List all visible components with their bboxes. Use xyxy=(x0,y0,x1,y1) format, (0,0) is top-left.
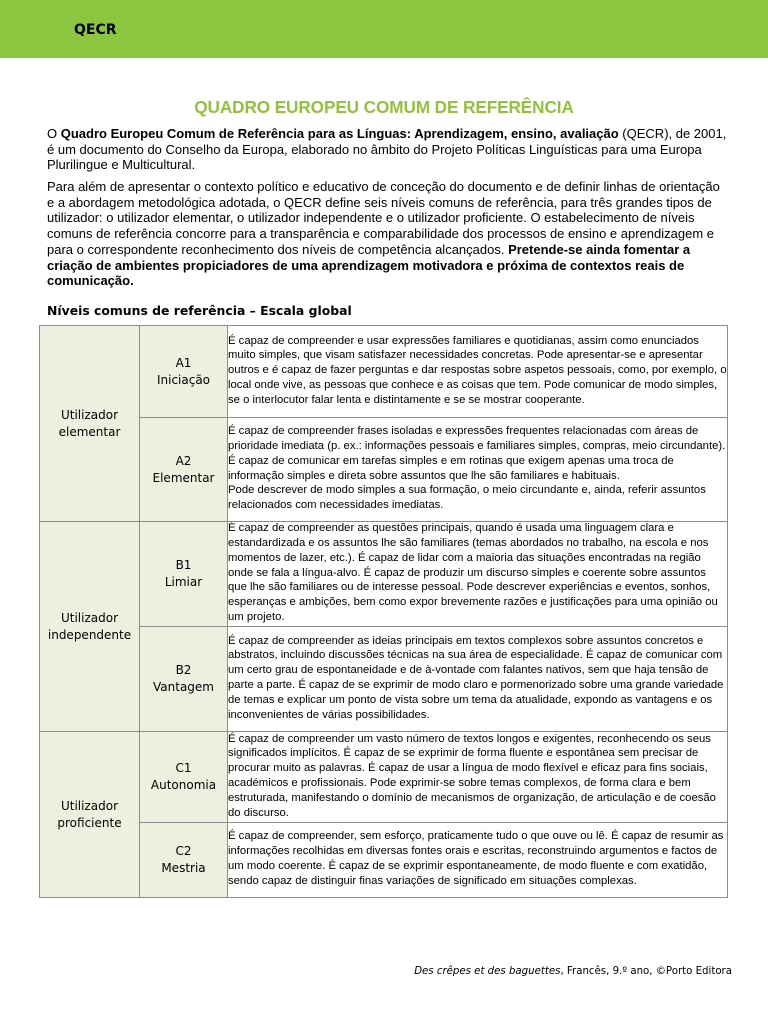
level-cell xyxy=(140,418,228,522)
level-description xyxy=(228,326,728,418)
level-description xyxy=(228,627,728,732)
level-code: C2 xyxy=(175,844,192,858)
user-type-cell: Utilizador elementar xyxy=(40,326,140,522)
level-cell xyxy=(140,326,228,418)
intro-p2-bold: Pretende-se ainda fomentar a criação de ambientes propiciadores de uma aprendizagem motivadora e próxima de contextos reais de comunicação. xyxy=(47,241,691,289)
level-name: Vantagem xyxy=(153,680,214,694)
level-cell xyxy=(140,732,228,823)
level-code: A1 xyxy=(175,355,192,370)
level-description-text: É capaz de compreender as questões principais, quando é usada uma linguagem clara e estandardizada e os assuntos lhe são familiares (temas abordados no trabalho, na escola e nos momentos de lazer, etc.). É capaz de lidar com a maioria das situações encontradas na região onde se fala a língua-alvo. É capaz de produzir um discurso simples e coerente sobre assuntos que lhe são familiares ou de interesse pessoal. Pode descrever experiências e eventos, sonhos, esperanças e ambições, bem como expor brevemente razões e justificações para uma opinião ou um projeto. xyxy=(228,522,718,623)
intro-p2-text: Para além de apresentar o contexto político e educativo de conceção do documento e de definir linhas de orientação e a abordagem metodológica adotada, o QECR define seis níveis comuns de referência, para três grandes tipos de utilizador: o utilizador elementar, o utilizador independente e o utilizador proficiente. O estabelecimento de níveis comuns de referência concorre para a transparência e comparabilidade dos processos de ensino e aprendizagem e para o correspondente reconhecimento dos níveis de competência alcançados. xyxy=(47,179,720,257)
page-title: QUADRO EUROPEU COMUM DE REFERÊNCIA xyxy=(194,97,574,117)
level-description xyxy=(228,522,728,627)
level-name: Iniciação xyxy=(156,372,211,387)
level-name: Mestria xyxy=(161,861,206,875)
levels-table xyxy=(39,325,728,898)
table-row xyxy=(40,823,728,898)
table-row xyxy=(40,627,728,732)
user-type-cell: Utilizador proficiente xyxy=(40,732,140,898)
intro-paragraph-1 xyxy=(47,126,727,173)
intro-p1-lead: O xyxy=(47,126,61,141)
footer-book-title: Des crêpes et des baguettes xyxy=(414,966,561,977)
level-code: A2 xyxy=(175,453,192,468)
intro-p1-bold: Quadro Europeu Comum de Referência para as Línguas: Aprendizagem, ensino, avaliação xyxy=(60,126,619,141)
user-type-cell: Utilizador independente xyxy=(40,522,140,732)
level-code: B2 xyxy=(175,663,192,677)
table-row xyxy=(40,522,728,627)
level-cell xyxy=(140,522,228,627)
level-name: Elementar xyxy=(152,470,215,485)
level-code: C1 xyxy=(175,761,192,775)
level-description-text: É capaz de compreender um vasto número de textos longos e exigentes, reconhecendo os seus significados implícitos. É capaz de se exprimir de forma fluente e espontânea sem precisar de procurar muito as palavras. É capaz de usar a língua de modo flexível e eficaz para fins sociais, académicos e profissionais. Pode exprimir-se sobre temas complexos, de forma clara e bem estruturada, manifestando o domínio de mecanismos de organização, de articulação e de coesão do discurso. xyxy=(228,732,716,819)
table-row xyxy=(40,418,728,522)
level-description-text: É capaz de compreender, sem esforço, praticamente tudo o que ouve ou lê. É capaz de resumir as informações recolhidas em diversas fontes orais e escritas, reconstruindo argumentos e factos de um modo coerente. É capaz de se exprimir espontaneamente, de modo fluente e com exatidão, sendo capaz de distinguir finas variações de significado em situações complexas. xyxy=(228,830,724,887)
section-heading: Níveis comuns de referência – Escala global xyxy=(47,303,352,318)
level-description xyxy=(228,418,728,522)
level-description-text: É capaz de compreender e usar expressões familiares e quotidianas, assim como enunciados muito simples, que visam satisfazer necessidades concretas. Pode apresentar-se e apresentar outros e é capaz de fazer perguntas e dar respostas sobre aspetos pessoais, como, por exemplo, o local onde vive, as pessoas que conhece e as coisas que tem. Pode comunicar de modo simples, se o interlocutor falar lenta e distintamente e se se mostrar cooperante. xyxy=(228,334,727,406)
level-description-text: É capaz de compreender frases isoladas e expressões frequentes relacionadas com áreas de prioridade imediata (p. ex.: informações pessoais e familiares simples, compras, meio circundante). É capaz de comunicar em tarefas simples e em rotinas que exigem apenas uma troca de informação simples e direta sobre assuntos que lhe são familiares e habituais. Pode descrever de modo simples a sua formação, o meio circundante e, ainda, referir assuntos relacionados com necessidades imediatas. xyxy=(228,425,726,512)
level-description xyxy=(228,732,728,823)
intro-paragraph-2 xyxy=(47,179,727,289)
level-name: Limiar xyxy=(164,575,203,589)
level-code: B1 xyxy=(175,558,192,572)
level-name: Autonomia xyxy=(150,778,217,792)
table-row xyxy=(40,732,728,823)
level-cell xyxy=(140,823,228,898)
level-description-text: É capaz de compreender as ideias principais em textos complexos sobre assuntos concretos e abstratos, incluindo discussões técnicas na sua área de especialidade. É capaz de comunicar com um certo grau de espontaneidade e de à-vontade com falantes nativos, sem que haja tensão de parte a parte. É capaz de se exprimir de modo claro e pormenorizado sobre uma grande variedade de temas e explicar um ponto de vista sobre um tema da atualidade, expondo as vantagens e os inconvenientes de várias possibilidades. xyxy=(228,634,724,721)
header-bar xyxy=(0,0,768,58)
intro-p1-rest: (QECR), de 2001, é um documento do Conselho da Europa, elaborado no âmbito do Projeto Políticas Linguísticas para uma Europa Plurilingue e Multicultural. xyxy=(47,126,727,173)
level-description xyxy=(228,823,728,898)
footer-rest: , Francês, 9.º ano, ©Porto Editora xyxy=(560,966,732,977)
level-cell xyxy=(140,627,228,732)
header-label: QECR xyxy=(74,22,117,38)
footer-credit xyxy=(414,966,732,977)
table-row xyxy=(40,326,728,418)
